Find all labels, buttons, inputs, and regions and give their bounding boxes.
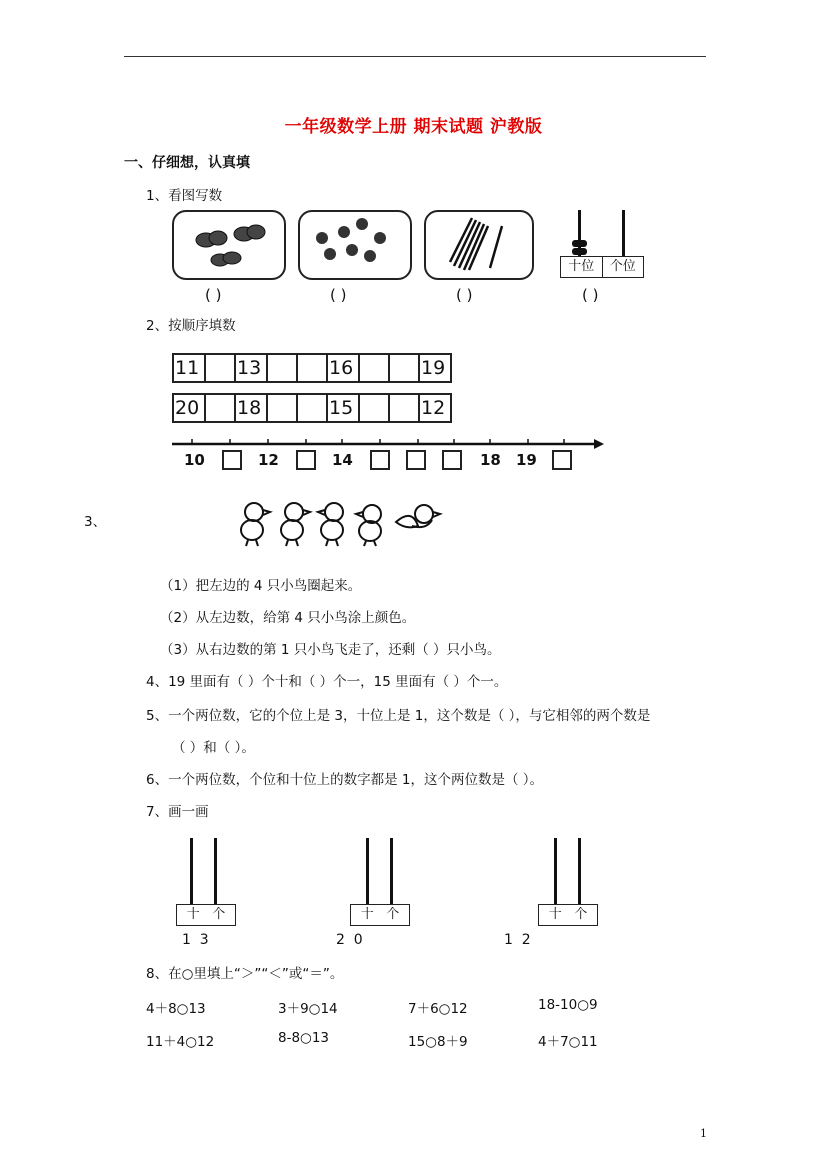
section-heading: 一、仔细想，认真填 (124, 155, 250, 171)
seq-cell: 20 (172, 393, 206, 423)
seq-cell: 16 (326, 353, 360, 383)
seq-cell[interactable] (296, 393, 328, 423)
butterfly-icon (174, 212, 284, 278)
number-line-blank[interactable] (442, 450, 462, 470)
abacus-tens-rod (366, 838, 369, 906)
compare-item[interactable]: 18-10○9 (538, 997, 598, 1013)
number-line-label: 19 (516, 451, 537, 469)
number-line-blank[interactable] (370, 450, 390, 470)
abacus-ones-rod (390, 838, 393, 906)
q3-label: 3、 (84, 514, 107, 530)
abacus-base (560, 256, 644, 278)
abacus-base (538, 904, 598, 926)
abacus-tens-rod (190, 838, 193, 906)
tens-label: 十 (360, 907, 374, 922)
seq-cell: 11 (172, 353, 206, 383)
number-line-label: 14 (332, 451, 353, 469)
q7-label: 7、画一画 (146, 804, 209, 820)
number-line-label: 10 (184, 451, 205, 469)
tens-label: 十位 (561, 257, 603, 277)
abacus-number: 1 2 (504, 932, 531, 948)
compare-item[interactable]: 7＋6○12 (408, 1001, 468, 1017)
abacus-bead (572, 240, 587, 247)
answer-blank[interactable]: ( ) (456, 286, 473, 304)
answer-blank[interactable]: ( ) (330, 286, 347, 304)
abacus-number: 2 0 (336, 932, 363, 948)
abacus-tens-rod (554, 838, 557, 906)
seq-cell[interactable] (266, 353, 298, 383)
ones-label: 个 (574, 907, 588, 922)
q5-text-line2: （ ）和（ ）。 (172, 740, 255, 756)
seq-cell: 12 (418, 393, 452, 423)
tens-label: 十 (186, 907, 200, 922)
compare-item[interactable]: 3＋9○14 (278, 1001, 338, 1017)
seq-cell: 19 (418, 353, 452, 383)
q1-label: 1、看图写数 (146, 188, 223, 204)
abacus-base (176, 904, 236, 926)
number-line-blank[interactable] (296, 450, 316, 470)
seq-cell[interactable] (296, 353, 328, 383)
q4-text: 4、19 里面有（ ）个十和（ ）个一，15 里面有（ ）个一。 (146, 674, 508, 690)
answer-blank[interactable]: ( ) (205, 286, 222, 304)
q8-label: 8、在○里填上“＞”“＜”或“＝”。 (146, 966, 344, 982)
ones-label: 个 (212, 907, 226, 922)
abacus-ones-rod (622, 210, 625, 258)
picture-butterflies (172, 210, 286, 280)
q3-item-2: （2）从左边数，给第 4 只小鸟涂上颜色。 (160, 610, 416, 626)
ball-icon (300, 212, 410, 278)
q6-text: 6、一个两位数，个位和十位上的数字都是 1，这个两位数是（ ）。 (146, 772, 544, 788)
seq-cell[interactable] (358, 393, 390, 423)
compare-item[interactable]: 15○8＋9 (408, 1034, 468, 1050)
seq-cell: 13 (234, 353, 268, 383)
sequence-row-1 (172, 353, 452, 383)
bird-icon (396, 505, 440, 527)
seq-cell[interactable] (266, 393, 298, 423)
number-line-label: 18 (480, 451, 501, 469)
page-number: 1 (700, 1127, 707, 1140)
abacus-ones-rod (578, 838, 581, 906)
q2-label: 2、按顺序填数 (146, 318, 236, 334)
stick-bundle-icon (426, 212, 532, 278)
abacus-base (350, 904, 410, 926)
abacus-ones-rod (214, 838, 217, 906)
sequence-row-2 (172, 393, 452, 423)
compare-item[interactable]: 4＋7○11 (538, 1034, 598, 1050)
number-line-blank[interactable] (222, 450, 242, 470)
tens-label: 十 (548, 907, 562, 922)
picture-sticks (424, 210, 534, 280)
number-line-label: 12 (258, 451, 279, 469)
compare-item[interactable]: 8-8○13 (278, 1030, 330, 1046)
answer-blank[interactable]: ( ) (582, 286, 599, 304)
seq-cell[interactable] (388, 393, 420, 423)
abacus-bead (572, 248, 587, 255)
picture-balls (298, 210, 412, 280)
q5-text-line1: 5、一个两位数，它的个位上是 3，十位上是 1，这个数是（ ），与它相邻的两个数是 (146, 708, 651, 724)
q3-item-3: （3）从右边数的第 1 只小鸟飞走了，还剩（ ）只小鸟。 (160, 642, 501, 658)
birds-illustration (236, 496, 448, 548)
bird-icon (356, 505, 381, 546)
seq-cell[interactable] (204, 393, 236, 423)
bird-icon (241, 503, 270, 546)
header-rule (124, 56, 706, 57)
seq-cell: 15 (326, 393, 360, 423)
ones-label: 个位 (609, 259, 636, 274)
page-title: 一年级数学上册 期末试题 沪教版 (284, 117, 543, 137)
seq-cell[interactable] (388, 353, 420, 383)
compare-item[interactable]: 4＋8○13 (146, 1001, 206, 1017)
compare-item[interactable]: 11＋4○12 (146, 1034, 215, 1050)
bird-icon (281, 503, 310, 546)
seq-cell[interactable] (358, 353, 390, 383)
bird-icon (318, 503, 343, 546)
number-line-blank[interactable] (406, 450, 426, 470)
q3-item-1: （1）把左边的 4 只小鸟圈起来。 (160, 578, 362, 594)
seq-cell: 18 (234, 393, 268, 423)
number-line-blank[interactable] (552, 450, 572, 470)
abacus-number: 1 3 (182, 932, 209, 948)
ones-label: 个 (386, 907, 400, 922)
seq-cell[interactable] (204, 353, 236, 383)
